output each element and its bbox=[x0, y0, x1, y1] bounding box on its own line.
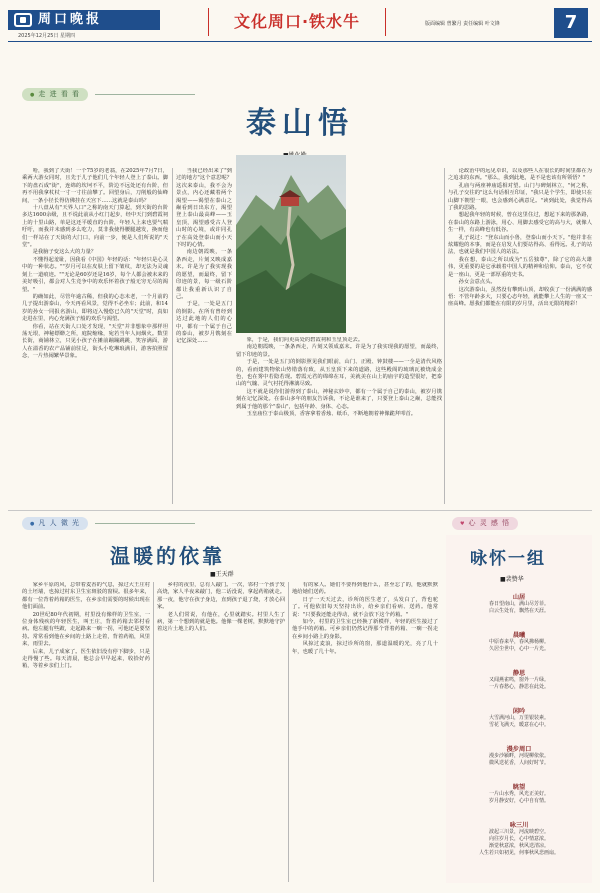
page-number: 7 bbox=[554, 8, 588, 38]
section-rule bbox=[95, 94, 195, 95]
mountain-image bbox=[236, 155, 346, 333]
mount-tai-photo bbox=[236, 155, 346, 333]
article-title: 温暖的依靠 bbox=[110, 544, 225, 568]
section-tag-soul: ♥ 心 灵 感 悟 bbox=[452, 517, 518, 530]
article-author: ■裴赞华 bbox=[500, 576, 524, 583]
column-divider bbox=[153, 582, 154, 882]
article-author: ■王天群 bbox=[210, 571, 234, 578]
page-title: 文化周口·铁水牛 bbox=[208, 8, 386, 36]
masthead-rule bbox=[8, 41, 592, 42]
article-column-4: 论政治中的远见卓识，以及那些人在很长的时间里都在为之追求的东西。"那么，我到此地，是不是也该有所领悟？" 孔庙与两座神庙遥相对望。山门与碑刻林立，"何之称，与孔子交往的"这么句话相互印证，"我只是个学生，即使只在山脚下朝望一眼，也会感到心满意足。"读到此处，我觉得高了我的思路。 想起我年轻的时候，曾在这里住过，想起下来的那条路，在泰山的东路上游泳，用心、用脚去感受它的高与大，就像人生一样，有高峰也有低谷。 孔子说过："登东山而小鲁，登泰山而小天下。"他并非在炫耀他的本事，而是在启发人们要站得高、看得远。孔子的站法，也就是我们中国人的站法。 我在想，泰山之所以成为"五岳独尊"，除了它的高大雄伟，更重要的是它承载着中国人的精神和信仰。泰山，它不仅是一座山，更是一部厚重的史书。 孙女会意点头。 这次游泰山，虽然没有攀到山顶，却收获了一份满满的感悟：不管年龄多大，只要心态年轻，就能攀上人生的一座又一座高峰。愿我们都能在有限的岁月里，活出无限的精彩！ bbox=[448, 168, 592, 308]
article-title: 泰山悟 bbox=[246, 106, 354, 141]
article-separator bbox=[8, 510, 592, 511]
column-divider bbox=[444, 168, 445, 504]
column-divider bbox=[288, 582, 289, 882]
poem-6: 眺望 一片山水秀，风光正美好。 岁月静安好，心中自有情。 bbox=[488, 784, 549, 804]
article-column-1: 哈，我到了天街！一个75岁的老翁，在2025年7月7日，乘两大游女同时，且先于儿子他们几个年轻人登上了泰山。脚下的盘石成"街"，连绵的坎坷不平，阶边不远处还有台阶，但再不用我拿杖杖一寸一寸往前攀了。回望身后，刀削般的仙峰间，一条小径长得仿佛挂在天宫下……这就是泰山吗？ 十八盘从有"天界人口"之称的南天门算起，到天街的台阶多达1600余级，且不说此前从小红门起步，经中天门到碧霞祠上的十里山路，单是这还平缓直的台阶，年轻人上来也要气喘吁吁，而我并未感到多么吃力，莫非我使得腰腿越发，换而他们一样站在了天街的大门口，向前一步，便是人们所说的"天堂"。 是我脑子变这么大的力量？ 不懂得起羞耻，因我看《中国》年轻的话："年轻只是心灵中的一种状态。""岁月可以在皮肤上留下皱纹，却无法为灵魂刻上一道痕迹。""无论是60岁还是16岁，每个人都会被未来的美好吸引，都会对人生竞争中的欢乐怀着孩子般无穷无尽的渴望。" 的确如此，尽管年逾古稀，但我的心态未老，一个月前的几子提出游泰山，今天再看风景，觉得不必坐车；此前，和14岁的孙女一同报名游山，即将迈入慢悠已久的"天堂"时，真如走进在里，内心充满孩子般的欢乐与渴望。 你看，站在天街人口处才发现，"天堂"并非想象中那样坦荡无垠，神秘缥缈之所，庭院缩缘，宛若当年人间烟火。数里长街，商铺林立，只见小孩子在摊前蹦蹦跳跳，笑容满面，游人在溢香的农产品铺前驻足，街头小吃琳琅满目，游客拍照留念，一片热闹繁华景象。 bbox=[22, 168, 168, 360]
newspaper-logo bbox=[8, 10, 160, 30]
section-rule bbox=[95, 523, 195, 524]
issue-date: 2025年12月25日 星期四 bbox=[18, 33, 76, 39]
logo-icon bbox=[14, 13, 32, 27]
article-column-3: 有的家人。她们不要得到他什么，甚至忘了的，他就默默地给她们送药。 日子一天天过去，诊所的医生老了，头发白了，背也驼了。可他依旧每天坚持出诊，给乡亲们看病、送药。他常说："只要我还能走得动，就不会放下这个药箱。" 如今，村里的卫生室已经换了新模样，年轻的医生接过了他手中的药箱。可乡亲们仍然记得那个背着药箱、一瘸一拐走在乡间小路上的身影。 风掠过麦浪，掠过诊所的窗，那道温暖的光，亮了几十年，也暖了几十年。 bbox=[292, 582, 438, 655]
column-divider bbox=[172, 168, 173, 504]
poem-4: 闲吟 大雪满河山，万里银装素。 雪花飞满天，暖意在心中。 bbox=[488, 708, 549, 728]
poem-3: 静思 又闻燕雀鸣，窗外一片绿。 一片春愁心，静思在此处。 bbox=[488, 670, 549, 690]
poem-7: 咏三川 波起三川景，河流映碧空。 向往岁月长，心中情意浓。 渐觉秋意浓，秋风送清凉。 人生若只如初见，何事秋风悲画扇。 bbox=[478, 822, 559, 856]
logo-text: 周口晚报 bbox=[38, 12, 103, 27]
article-column-2: 当我已经出来了"到过的地方"这个意思呢？这次来泰山，我不会为景点，内心还藏着两个渴望——渴望在泰山之巅看到日出东方，渴望登上泰山最高峰——玉皇顶，渴望感受古人登山时的心境，或许同孔子在高处登泰山而小天下时的心情。 南边朝霞映，一条条西走，片刻又映成嘉末。许是为了我实现我的愿望，而最终，留下印迹的景，每一级石阶都让我重新认识了自己。 于是，一处是五门的倒影。在所有曾经到达过此地的人们的心中，都有一个属于自己的泰山，被岁月镌刻在记忆深处…… bbox=[176, 168, 232, 345]
article-column-3: 象，于是，我们向更高处的碧霞祠和玉皇顶走去。 南边朝霞映，一条条西走，片刻又领成嘉末。许是为了我实现我的愿望，而最终，留下印迹的景。 于是，一处是五门的倒影照见我们眼前，山门、正殿、钟鼓楼——一全是清代风格的，看而建筑物依山势错落有致，从玉皇顶下来的道路，这些殿阁的琉璃瓦被烧成金色，也在雾中若隐若现。碧霞元君的绵绵在耳，美就美在山上的庙宇的造型很好，把泰山的气魄、灵气衬托得淋漓尽致。 这不就是说你们游得到了泰山，神秘玄妙中，都有一个属于自己的泰山，被岁月镌刻在记忆深处。在泰山多年的朋友告诉我，不论是谁来了，只要登上泰山之巅，总能找到属于他的那个"泰山"，包括年龄、身体、心态。 玉皇庙位于泰山极顶，香客拿着香烛、纸币，不断地朝着神像跪拜叩首。 bbox=[236, 337, 442, 418]
article-column-1: 家乡平原的风，总带着麦香的气息，掠过大王庄村的土坯墙，也掠过村东卫生室斑驳的窗棂。很多年来，都有一位背着药箱的医生，在乡亲们需要的时候出现在他们面前。 20世纪80年代初期，村里没有像样的卫生室，一位身体残疾的年轻医生，叫王庄，背着药箱去邻村看病。他左腿有些跛，走起路来一瘸一拐，可他还是要坚持。常常看到他在乡间的土路上走着，背着药箱，风里来，雨里去。 后来，儿子成家了。医生依旧没有停下脚步，只是走得慢了些。每天清晨，他总会早早起来，收拾好药箱，等着乡亲们上门。 bbox=[22, 582, 150, 670]
section-tag-people: ● 凡 人 微 光 bbox=[22, 517, 88, 530]
poem-1: 山居 春日望南山，满山尽芳菲。 白云生处有，飘然在天涯。 bbox=[488, 594, 549, 614]
poem-5: 漫步周口 漫步沙颍畔，河堤柳依依。 微风送花香，人间好时节。 bbox=[488, 746, 549, 766]
section-tag-travel: ● 走 进 看 看 bbox=[22, 88, 88, 101]
article-title: 咏怀一组 bbox=[470, 549, 546, 569]
article-column-2: 乡村的夜里，总有人敲门。一次，邻村一个孩子发高烧，家人半夜来敲门，他二话没说，拿起药箱就走。那一夜，他守在孩子身边，直到孩子退了烧，才放心回家。 老人们常说，有他在，心里就踏实。村里人生了病，第一个想到的就是他。他像一棵老树，默默地守护着这片土地上的人们。 bbox=[157, 582, 285, 633]
poem-2: 晨曦 中原春来早，春风拂杨柳。 久居尘世中，心中一片光。 bbox=[488, 632, 549, 652]
editor-credits: 版面编辑 曾繁月 责任编辑 叶文锋 bbox=[425, 21, 500, 27]
